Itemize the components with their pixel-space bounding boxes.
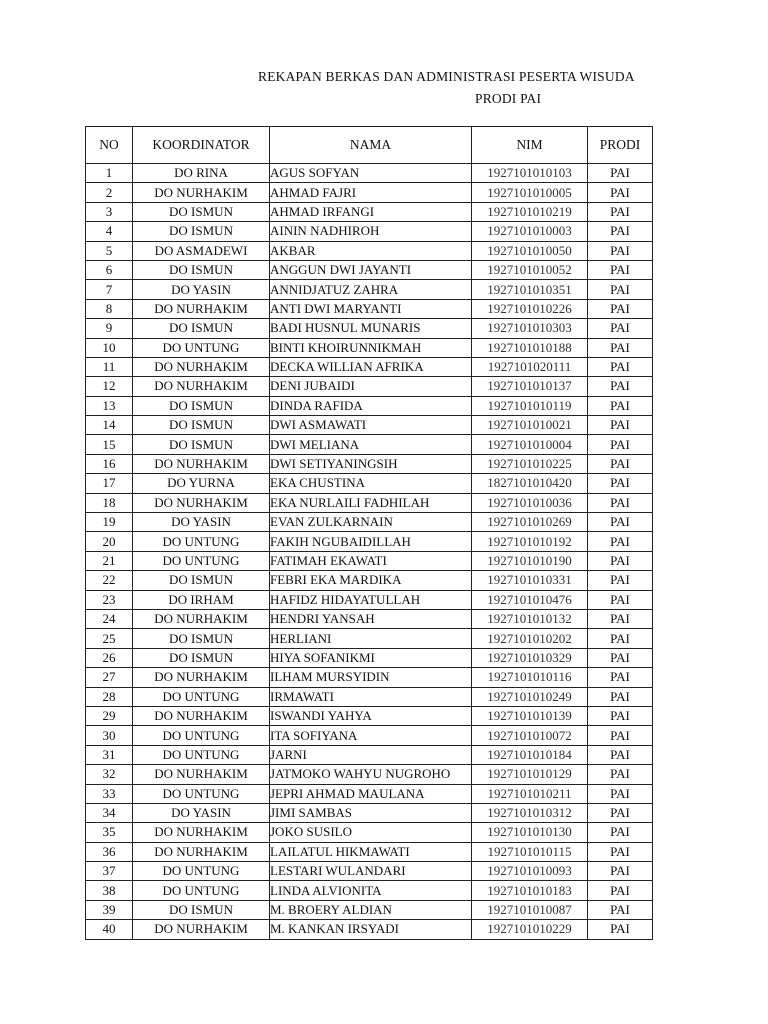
cell-koordinator: DO UNTUNG	[133, 551, 270, 570]
cell-prodi: PAI	[588, 319, 653, 338]
cell-nim: 1927101010303	[472, 319, 588, 338]
cell-nama: AHMAD IRFANGI	[270, 202, 472, 221]
cell-koordinator: DO ISMUN	[133, 222, 270, 241]
cell-prodi: PAI	[588, 784, 653, 803]
cell-koordinator: DO YASIN	[133, 513, 270, 532]
table-header	[86, 127, 653, 164]
table-row	[86, 493, 653, 512]
cell-no: 3	[86, 202, 133, 221]
cell-no: 23	[86, 590, 133, 609]
cell-nama: BINTI KHOIRUNNIKMAH	[270, 338, 472, 357]
cell-koordinator: DO ISMUN	[133, 900, 270, 919]
table-row	[86, 319, 653, 338]
cell-nama: LESTARI WULANDARI	[270, 862, 472, 881]
cell-prodi: PAI	[588, 416, 653, 435]
cell-koordinator: DO ISMUN	[133, 260, 270, 279]
table-row	[86, 416, 653, 435]
cell-nim: 1927101010050	[472, 241, 588, 260]
cell-koordinator: DO UNTUNG	[133, 745, 270, 764]
table-row	[86, 823, 653, 842]
header-prodi: PRODI	[588, 127, 653, 164]
cell-no: 2	[86, 183, 133, 202]
cell-no: 25	[86, 629, 133, 648]
cell-nim: 1927101010219	[472, 202, 588, 221]
table-row	[86, 862, 653, 881]
cell-prodi: PAI	[588, 823, 653, 842]
table-row	[86, 513, 653, 532]
cell-koordinator: DO UNTUNG	[133, 881, 270, 900]
table-row	[86, 726, 653, 745]
cell-prodi: PAI	[588, 687, 653, 706]
cell-nama: ITA SOFIYANA	[270, 726, 472, 745]
cell-nama: DECKA WILLIAN AFRIKA	[270, 357, 472, 376]
table-row	[86, 590, 653, 609]
cell-nama: M. BROERY ALDIAN	[270, 900, 472, 919]
cell-prodi: PAI	[588, 338, 653, 357]
cell-no: 36	[86, 842, 133, 861]
cell-prodi: PAI	[588, 260, 653, 279]
cell-prodi: PAI	[588, 299, 653, 318]
cell-no: 15	[86, 435, 133, 454]
cell-nim: 1927101010476	[472, 590, 588, 609]
cell-no: 22	[86, 571, 133, 590]
cell-no: 27	[86, 668, 133, 687]
cell-nim: 1927101010130	[472, 823, 588, 842]
header-nim: NIM	[472, 127, 588, 164]
cell-nim: 1927101010229	[472, 920, 588, 939]
cell-no: 4	[86, 222, 133, 241]
cell-nama: JARNI	[270, 745, 472, 764]
header-row	[86, 127, 653, 164]
cell-nama: JEPRI AHMAD MAULANA	[270, 784, 472, 803]
cell-nim: 1927101010188	[472, 338, 588, 357]
cell-nim: 1927101010115	[472, 842, 588, 861]
cell-nama: LAILATUL HIKMAWATI	[270, 842, 472, 861]
cell-prodi: PAI	[588, 803, 653, 822]
cell-prodi: PAI	[588, 435, 653, 454]
cell-prodi: PAI	[588, 377, 653, 396]
cell-nama: ANNIDJATUZ ZAHRA	[270, 280, 472, 299]
table-row	[86, 571, 653, 590]
cell-koordinator: DO UNTUNG	[133, 338, 270, 357]
cell-prodi: PAI	[588, 648, 653, 667]
cell-nama: BADI HUSNUL MUNARIS	[270, 319, 472, 338]
cell-no: 16	[86, 454, 133, 473]
cell-nim: 1927101010052	[472, 260, 588, 279]
cell-no: 24	[86, 609, 133, 628]
cell-no: 6	[86, 260, 133, 279]
cell-nama: EKA CHUSTINA	[270, 474, 472, 493]
cell-prodi: PAI	[588, 920, 653, 939]
cell-koordinator: DO UNTUNG	[133, 862, 270, 881]
cell-prodi: PAI	[588, 726, 653, 745]
cell-nama: DWI SETIYANINGSIH	[270, 454, 472, 473]
cell-koordinator: DO RINA	[133, 164, 270, 183]
cell-prodi: PAI	[588, 532, 653, 551]
cell-koordinator: DO YASIN	[133, 280, 270, 299]
table-body	[86, 164, 653, 940]
cell-no: 33	[86, 784, 133, 803]
cell-koordinator: DO ISMUN	[133, 629, 270, 648]
cell-koordinator: DO NURHAKIM	[133, 920, 270, 939]
cell-nim: 1927101010087	[472, 900, 588, 919]
cell-prodi: PAI	[588, 745, 653, 764]
header-no: NO	[86, 127, 133, 164]
cell-no: 40	[86, 920, 133, 939]
cell-koordinator: DO NURHAKIM	[133, 454, 270, 473]
table-row	[86, 280, 653, 299]
cell-no: 11	[86, 357, 133, 376]
cell-koordinator: DO NURHAKIM	[133, 706, 270, 725]
cell-nim: 1827101010420	[472, 474, 588, 493]
cell-koordinator: DO UNTUNG	[133, 532, 270, 551]
cell-no: 7	[86, 280, 133, 299]
table-row	[86, 842, 653, 861]
cell-nama: EKA NURLAILI FADHILAH	[270, 493, 472, 512]
cell-nama: JOKO SUSILO	[270, 823, 472, 842]
cell-prodi: PAI	[588, 765, 653, 784]
cell-koordinator: DO YURNA	[133, 474, 270, 493]
cell-nim: 1927101010184	[472, 745, 588, 764]
cell-koordinator: DO ISMUN	[133, 319, 270, 338]
table-row	[86, 881, 653, 900]
cell-no: 18	[86, 493, 133, 512]
cell-nama: ANTI DWI MARYANTI	[270, 299, 472, 318]
cell-prodi: PAI	[588, 241, 653, 260]
cell-koordinator: DO ASMADEWI	[133, 241, 270, 260]
table-row	[86, 454, 653, 473]
cell-nim: 1927101010312	[472, 803, 588, 822]
cell-koordinator: DO UNTUNG	[133, 726, 270, 745]
table-row	[86, 900, 653, 919]
table-row	[86, 803, 653, 822]
cell-prodi: PAI	[588, 668, 653, 687]
table-row	[86, 668, 653, 687]
cell-nim: 1927101010192	[472, 532, 588, 551]
cell-nama: HAFIDZ HIDAYATULLAH	[270, 590, 472, 609]
cell-koordinator: DO NURHAKIM	[133, 377, 270, 396]
cell-prodi: PAI	[588, 493, 653, 512]
cell-nim: 1927101010004	[472, 435, 588, 454]
cell-nim: 1927101010249	[472, 687, 588, 706]
cell-koordinator: DO ISMUN	[133, 435, 270, 454]
cell-nim: 1927101010351	[472, 280, 588, 299]
cell-prodi: PAI	[588, 164, 653, 183]
cell-nama: HIYA SOFANIKMI	[270, 648, 472, 667]
cell-nim: 1927101010021	[472, 416, 588, 435]
cell-nama: AININ NADHIROH	[270, 222, 472, 241]
cell-nama: HERLIANI	[270, 629, 472, 648]
cell-prodi: PAI	[588, 474, 653, 493]
table-row	[86, 551, 653, 570]
table-row	[86, 202, 653, 221]
header-koordinator: KOORDINATOR	[133, 127, 270, 164]
table-row	[86, 609, 653, 628]
cell-nim: 1927101010331	[472, 571, 588, 590]
cell-koordinator: DO NURHAKIM	[133, 842, 270, 861]
cell-nim: 1927101010202	[472, 629, 588, 648]
table-row	[86, 338, 653, 357]
cell-nama: HENDRI YANSAH	[270, 609, 472, 628]
cell-koordinator: DO NURHAKIM	[133, 299, 270, 318]
cell-prodi: PAI	[588, 609, 653, 628]
document-subtitle: PRODI PAI	[475, 91, 542, 106]
cell-no: 35	[86, 823, 133, 842]
table-row	[86, 784, 653, 803]
cell-nim: 1927101010093	[472, 862, 588, 881]
cell-no: 5	[86, 241, 133, 260]
cell-nim: 1927101010116	[472, 668, 588, 687]
table-row	[86, 745, 653, 764]
cell-nim: 1927101010005	[472, 183, 588, 202]
cell-nim: 1927101010225	[472, 454, 588, 473]
cell-prodi: PAI	[588, 357, 653, 376]
cell-nim: 1927101010072	[472, 726, 588, 745]
table-row	[86, 377, 653, 396]
cell-nim: 1927101010329	[472, 648, 588, 667]
cell-nama: JIMI SAMBAS	[270, 803, 472, 822]
cell-no: 20	[86, 532, 133, 551]
table-row	[86, 396, 653, 415]
table-row	[86, 260, 653, 279]
cell-no: 9	[86, 319, 133, 338]
cell-koordinator: DO IRHAM	[133, 590, 270, 609]
cell-prodi: PAI	[588, 590, 653, 609]
cell-prodi: PAI	[588, 513, 653, 532]
cell-no: 14	[86, 416, 133, 435]
table-row	[86, 183, 653, 202]
cell-nama: LINDA ALVIONITA	[270, 881, 472, 900]
header-nama: NAMA	[270, 127, 472, 164]
table-row	[86, 435, 653, 454]
cell-no: 12	[86, 377, 133, 396]
cell-nama: ISWANDI YAHYA	[270, 706, 472, 725]
table-row	[86, 648, 653, 667]
cell-no: 17	[86, 474, 133, 493]
cell-nama: DINDA RAFIDA	[270, 396, 472, 415]
cell-koordinator: DO ISMUN	[133, 571, 270, 590]
cell-nim: 1927101010139	[472, 706, 588, 725]
cell-prodi: PAI	[588, 842, 653, 861]
table-row	[86, 532, 653, 551]
cell-no: 28	[86, 687, 133, 706]
cell-nim: 1927101010211	[472, 784, 588, 803]
cell-nama: ANGGUN DWI JAYANTI	[270, 260, 472, 279]
cell-koordinator: DO ISMUN	[133, 396, 270, 415]
table-row	[86, 920, 653, 939]
table-row	[86, 357, 653, 376]
cell-prodi: PAI	[588, 396, 653, 415]
cell-nama: AKBAR	[270, 241, 472, 260]
cell-no: 19	[86, 513, 133, 532]
cell-prodi: PAI	[588, 183, 653, 202]
cell-nama: M. KANKAN IRSYADI	[270, 920, 472, 939]
cell-no: 21	[86, 551, 133, 570]
cell-koordinator: DO NURHAKIM	[133, 183, 270, 202]
cell-no: 13	[86, 396, 133, 415]
cell-nama: EVAN ZULKARNAIN	[270, 513, 472, 532]
cell-koordinator: DO NURHAKIM	[133, 823, 270, 842]
cell-no: 39	[86, 900, 133, 919]
cell-koordinator: DO ISMUN	[133, 416, 270, 435]
table-row	[86, 687, 653, 706]
cell-nama: AHMAD FAJRI	[270, 183, 472, 202]
cell-nim: 1927101020111	[472, 357, 588, 376]
cell-prodi: PAI	[588, 881, 653, 900]
cell-nama: DENI JUBAIDI	[270, 377, 472, 396]
cell-nim: 1927101010119	[472, 396, 588, 415]
table-row	[86, 241, 653, 260]
cell-koordinator: DO UNTUNG	[133, 784, 270, 803]
cell-no: 37	[86, 862, 133, 881]
cell-no: 38	[86, 881, 133, 900]
cell-no: 29	[86, 706, 133, 725]
cell-nama: FEBRI EKA MARDIKA	[270, 571, 472, 590]
cell-nim: 1927101010183	[472, 881, 588, 900]
cell-no: 1	[86, 164, 133, 183]
cell-no: 32	[86, 765, 133, 784]
cell-koordinator: DO UNTUNG	[133, 687, 270, 706]
cell-prodi: PAI	[588, 551, 653, 570]
document-title: REKAPAN BERKAS DAN ADMINISTRASI PESERTA WISUDA	[258, 69, 635, 84]
cell-prodi: PAI	[588, 202, 653, 221]
cell-nama: DWI ASMAWATI	[270, 416, 472, 435]
cell-nama: FATIMAH EKAWATI	[270, 551, 472, 570]
cell-koordinator: DO ISMUN	[133, 202, 270, 221]
cell-nama: IRMAWATI	[270, 687, 472, 706]
cell-no: 8	[86, 299, 133, 318]
participants-table	[85, 126, 653, 940]
table-row	[86, 706, 653, 725]
cell-nama: DWI MELIANA	[270, 435, 472, 454]
cell-prodi: PAI	[588, 629, 653, 648]
cell-koordinator: DO YASIN	[133, 803, 270, 822]
cell-koordinator: DO NURHAKIM	[133, 668, 270, 687]
cell-prodi: PAI	[588, 454, 653, 473]
cell-nim: 1927101010129	[472, 765, 588, 784]
cell-nama: ILHAM MURSYIDIN	[270, 668, 472, 687]
cell-nama: AGUS SOFYAN	[270, 164, 472, 183]
cell-no: 30	[86, 726, 133, 745]
table-row	[86, 474, 653, 493]
cell-nim: 1927101010103	[472, 164, 588, 183]
cell-prodi: PAI	[588, 706, 653, 725]
cell-no: 10	[86, 338, 133, 357]
table-row	[86, 299, 653, 318]
cell-nim: 1927101010190	[472, 551, 588, 570]
cell-no: 34	[86, 803, 133, 822]
table-row	[86, 765, 653, 784]
cell-nim: 1927101010269	[472, 513, 588, 532]
cell-nama: FAKIH NGUBAIDILLAH	[270, 532, 472, 551]
cell-prodi: PAI	[588, 280, 653, 299]
cell-no: 31	[86, 745, 133, 764]
table-row	[86, 222, 653, 241]
cell-prodi: PAI	[588, 900, 653, 919]
cell-koordinator: DO NURHAKIM	[133, 357, 270, 376]
cell-nama: JATMOKO WAHYU NUGROHO	[270, 765, 472, 784]
cell-nim: 1927101010137	[472, 377, 588, 396]
cell-nim: 1927101010226	[472, 299, 588, 318]
cell-prodi: PAI	[588, 571, 653, 590]
cell-koordinator: DO NURHAKIM	[133, 609, 270, 628]
cell-koordinator: DO ISMUN	[133, 648, 270, 667]
table-row	[86, 629, 653, 648]
cell-prodi: PAI	[588, 862, 653, 881]
cell-koordinator: DO NURHAKIM	[133, 765, 270, 784]
cell-prodi: PAI	[588, 222, 653, 241]
cell-no: 26	[86, 648, 133, 667]
cell-nim: 1927101010003	[472, 222, 588, 241]
cell-nim: 1927101010132	[472, 609, 588, 628]
table-row	[86, 164, 653, 183]
cell-nim: 1927101010036	[472, 493, 588, 512]
cell-koordinator: DO NURHAKIM	[133, 493, 270, 512]
